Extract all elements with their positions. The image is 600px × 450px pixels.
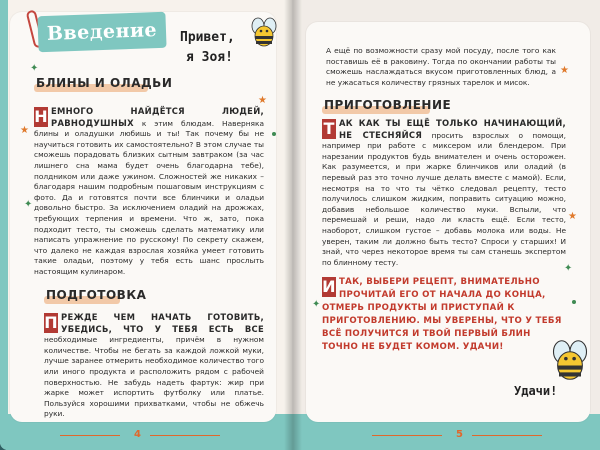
page-number: 4 bbox=[134, 429, 141, 440]
section-heading-cooking: ПРИГОТОВЛЕНИЕ bbox=[324, 98, 452, 112]
star-icon: ★ bbox=[568, 211, 577, 222]
dot-icon bbox=[272, 132, 276, 136]
page-number-line bbox=[60, 435, 120, 436]
final-advice bbox=[322, 276, 566, 354]
star-icon: ★ bbox=[560, 65, 569, 76]
page-title: Введение bbox=[37, 12, 166, 52]
dropcap: П bbox=[44, 313, 58, 332]
section-heading-preparation: ПОДГОТОВКА bbox=[46, 288, 147, 302]
section-lead: ЕМНОГО НАЙДЁТСЯ ЛЮДЕЙ, РАВНОДУШНЫХ bbox=[51, 106, 264, 128]
section-text-preparation bbox=[44, 312, 264, 420]
star-icon: ★ bbox=[20, 125, 29, 136]
section-text-pancakes bbox=[34, 106, 264, 278]
intro-text: А ещё по возможности сразу мой посуду, после того как поставишь её в раковину. Тогда по окончании работы ты сможешь наслаждаться вкусом приготовленных блюд, а не ужасаться количеству грязных тарелок и мисок. bbox=[326, 46, 556, 87]
section-body: просить взрослых о помощи, например при работе с миксером или блендером. При нарезании продуктов будь внимателен и очень осторожен. Как разумеется, и при жарке блинчиков или оладий (в перевый раз это точно лучше делать вместе с мамой). Если, несмотря на то что ты чётко следовал рецепту, тесто получилось слишком жидким, поправить ситуацию можно, добавив небольшое количество муки. Вспыли, что перемешай и реши, надо ли класть ещё. Если тесто, наоборот, слишком густое – добавь молока или воды. Не уверен, таким ли должно быть тесто? Спроси у старших! И знай, что через некоторое время ты сам станешь экспертом по блинному тесту. bbox=[322, 130, 566, 267]
page-number-line bbox=[150, 435, 220, 436]
signature: Удачи! bbox=[514, 384, 558, 398]
section-lead: РЕЖДЕ ЧЕМ НАЧАТЬ ГОТОВИТЬ, УБЕДИСЬ, ЧТО У ТЕБЯ ЕСТЬ ВСЕ bbox=[61, 312, 264, 334]
page-number-line bbox=[372, 435, 442, 436]
page-number-line bbox=[472, 435, 542, 436]
dropcap: И bbox=[322, 277, 336, 296]
section-body: к этим блюдам. Наверняка блины и оладушки любишь и ты! Так почему бы не научиться готовить их самостоятельно? В этом случае ты сможешь порадовать близких сытным завтраком (за час лишнего сна мама будет очень благодарна тебе), полдником или даже ужином. Сложностей же никаких – благодаря нашим подробным пошаговым инструкциям с фото. Да и готовятся почти все блинчики и оладьи довольно быстро. За исключением оладий на дрожжах, требующих терпения и времени. Что ж, зато, пока подходит тесто, ты сможешь сделать математику или написать упражнение по русскому! По секрету скажем, что далеко не каждая взрослая хозяйка умеет готовить такие оладьи, поэтому у тебя есть шанс прослыть настоящим кулинаром. bbox=[34, 118, 264, 276]
right-page bbox=[292, 0, 600, 450]
bee-icon bbox=[550, 338, 590, 382]
star-icon: ✦ bbox=[312, 299, 321, 310]
section-text-cooking bbox=[322, 118, 566, 268]
section-heading-pancakes: БЛИНЫ И ОЛАДЬИ bbox=[36, 76, 173, 90]
page-number: 5 bbox=[456, 429, 463, 440]
star-icon: ★ bbox=[258, 95, 267, 106]
section-body: необходимые ингредиенты, причём в нужном количестве. Чтобы не бегать за каждой ложкой муки, лучше заранее отмерить необходимое количество того или иного продукта и расположить рядом с рабочей поверхностью. Не забудь надеть фартук: жир при жарке может испортить футболку или платье. Пользуйся хорошими прихватками, чтобы не обжечь руки. bbox=[44, 335, 264, 419]
final-advice-text: ТАК, ВЫБЕРИ РЕЦЕПТ, ВНИМАТЕЛЬНО ПРОЧИТАЙ ЕГО ОТ НАЧАЛА ДО КОНЦА, ОТМЕРЬ ПРОДУКТЫ И ПРИСТУПАЙ К ПРИГОТОВЛЕНИЮ. МЫ УВЕРЕНЫ, ЧТО У ТЕБЯ ВСЁ ПОЛУЧИТСЯ И ТВОЙ ПЕРВЫЙ БЛИН ТОЧНО НЕ БУДЕТ КОМОМ. УДАЧИ! bbox=[322, 277, 562, 352]
greeting-line-1: Привет, bbox=[180, 30, 235, 45]
greeting bbox=[180, 28, 252, 68]
dropcap: Т bbox=[323, 119, 335, 138]
star-icon: ✦ bbox=[564, 263, 573, 274]
left-page-teal-border bbox=[0, 0, 8, 450]
section-lead: АК КАК ТЫ ЕЩЁ ТОЛЬКО НАЧИНАЮЩИЙ, НЕ СТЕСНЯЙСЯ bbox=[339, 118, 566, 140]
star-icon: ✦ bbox=[30, 63, 39, 74]
left-page bbox=[0, 0, 292, 450]
greeting-line-2: я Зоя! bbox=[186, 50, 233, 65]
dropcap: Н bbox=[34, 107, 48, 126]
bee-icon bbox=[250, 16, 278, 48]
dot-icon bbox=[572, 300, 576, 304]
star-icon: ✦ bbox=[24, 199, 33, 210]
